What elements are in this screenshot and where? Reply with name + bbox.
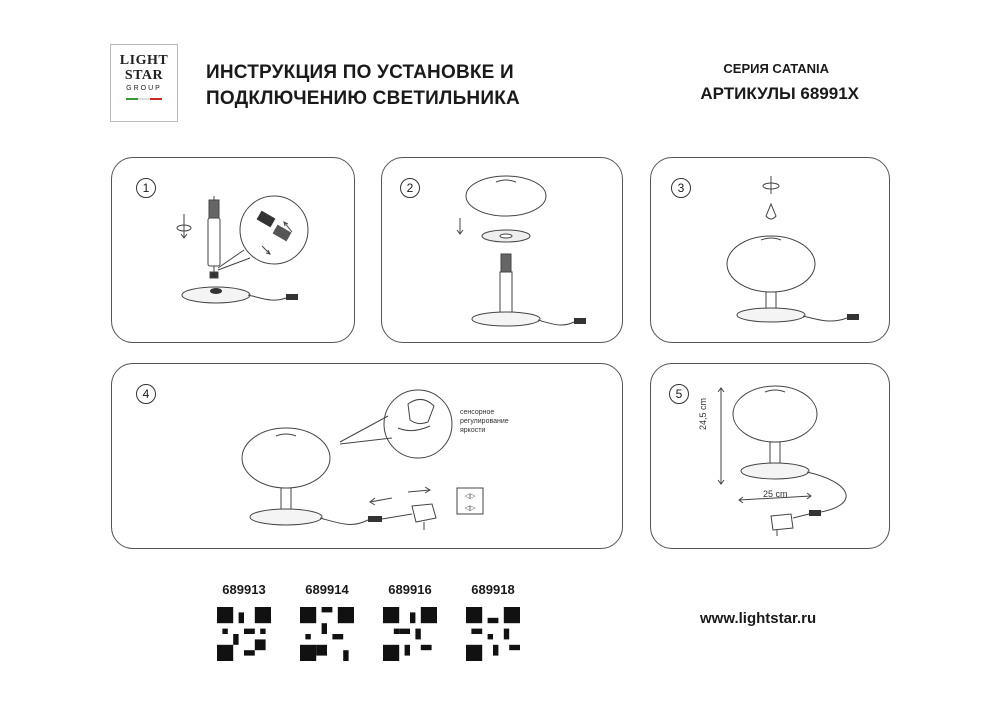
finial-icon: [766, 204, 776, 219]
step-2-panel: [381, 157, 623, 343]
step-3-panel: [650, 157, 890, 343]
brand-logo: [110, 44, 178, 122]
lamp-shade: [727, 236, 815, 292]
step-5-illustration: [651, 364, 891, 550]
step-2-number: 2: [400, 178, 420, 198]
lamp-base: [472, 312, 540, 326]
series-label: СЕРИЯ CATANIA: [723, 61, 829, 76]
lamp-base: [737, 308, 805, 322]
lamp-shade: [733, 386, 817, 442]
step-3-illustration: [651, 158, 891, 344]
logo-line-3: GROUP: [126, 85, 162, 92]
step-1-number: 1: [136, 178, 156, 198]
svg-text:◁▷: ◁▷: [464, 493, 476, 500]
lamp-shade: [466, 176, 546, 216]
article-item: [297, 582, 357, 666]
article-item: [380, 582, 440, 666]
article-item: [214, 582, 274, 666]
article-code: 689916: [388, 582, 432, 597]
rotate-arrow-icon: [177, 214, 191, 238]
title-line-2: ПОДКЛЮЧЕНИЮ СВЕТИЛЬНИКА: [206, 88, 520, 109]
step-2-illustration: [382, 158, 624, 344]
logo-line-2: STAR: [124, 68, 164, 83]
qr-code-icon: [217, 607, 271, 661]
step-4-panel: [111, 363, 623, 549]
article-list: [214, 582, 534, 672]
lamp-base: [250, 509, 322, 525]
step-4-illustration: [112, 364, 624, 550]
article-item: [463, 582, 523, 666]
connector-detail-circle: [240, 196, 308, 264]
qr-code-icon: [466, 607, 520, 661]
width-label: 25 cm: [763, 489, 788, 499]
step-1-panel: [111, 157, 355, 343]
step-1-illustration: [112, 158, 356, 344]
lamp-shade: [242, 428, 330, 488]
italian-flag-icon: [126, 98, 162, 100]
svg-text:◁▷: ◁▷: [464, 505, 476, 512]
website-link[interactable]: www.lightstar.ru: [700, 610, 817, 627]
article-code: 689913: [222, 582, 266, 597]
height-label: 24,5 cm: [698, 397, 708, 430]
qr-code-icon: [300, 607, 354, 661]
height-dimension: [718, 388, 724, 484]
touch-note-line-3: яркости: [460, 427, 486, 434]
logo-line-1: LIGHT: [119, 53, 169, 68]
article-label: АРТИКУЛЫ 68991X: [700, 84, 859, 103]
step-3-number: 3: [671, 178, 691, 198]
qr-code-icon: [383, 607, 437, 661]
lamp-stem: [208, 196, 220, 278]
lamp-base: [741, 463, 809, 479]
touch-note-line-1: сенсорное: [460, 409, 495, 416]
power-adapter-icon: [771, 514, 793, 530]
right-arrow-icon: [408, 487, 430, 493]
article-code: 689914: [305, 582, 349, 597]
page-title: [206, 60, 520, 112]
left-arrow-icon: [370, 498, 392, 505]
step-5-panel: [650, 363, 890, 549]
down-arrow-icon: [457, 218, 463, 234]
power-adapter-icon: [412, 504, 436, 522]
step-4-number: 4: [136, 384, 156, 404]
rotate-arrow-icon: [763, 176, 779, 194]
title-line-1: ИНСТРУКЦИЯ ПО УСТАНОВКЕ И: [206, 62, 514, 83]
article-code: 689918: [471, 582, 515, 597]
touch-note: [460, 408, 509, 435]
step-5-number: 5: [669, 384, 689, 404]
touch-note-line-2: регулирование: [460, 418, 509, 425]
wall-socket-icon: [457, 488, 483, 514]
